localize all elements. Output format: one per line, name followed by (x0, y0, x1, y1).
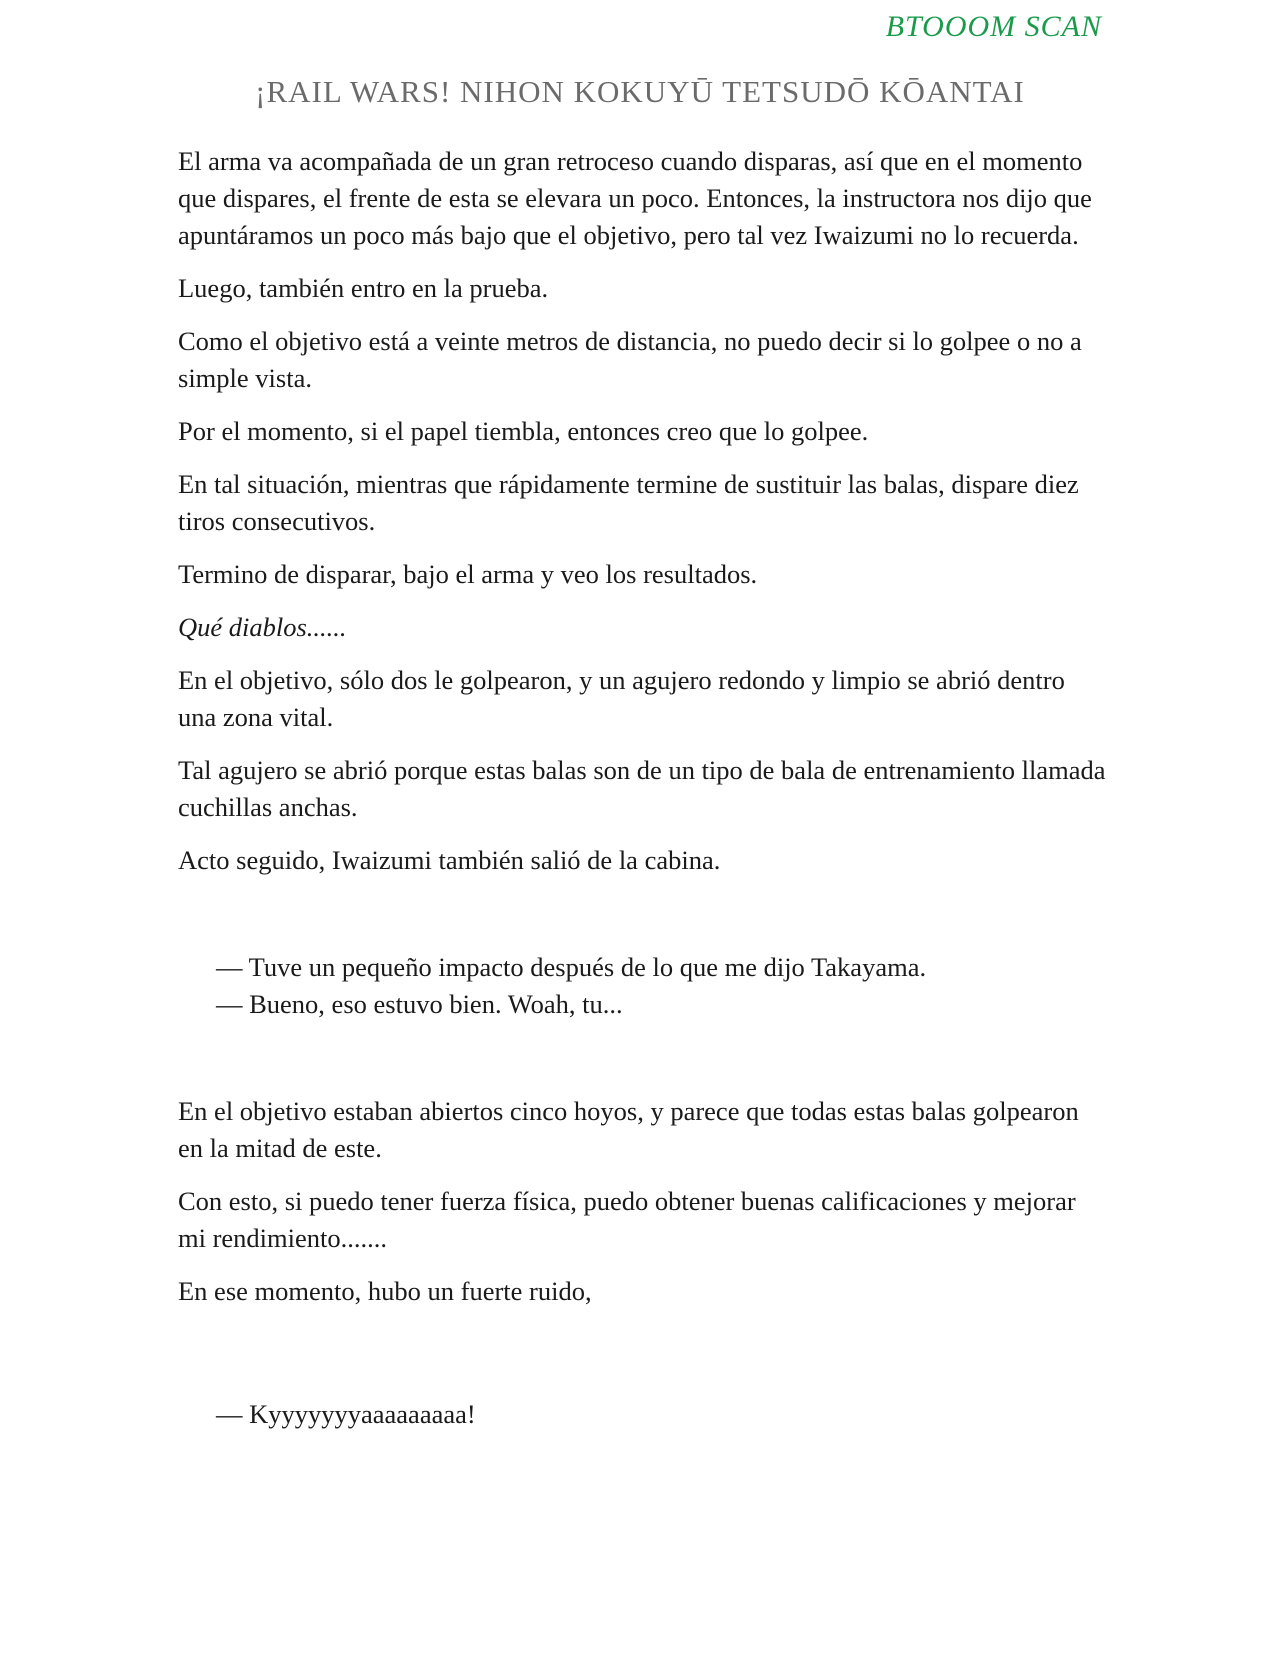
spacer (178, 1023, 1108, 1093)
scanlation-watermark: BTOOOM SCAN (885, 10, 1102, 43)
paragraph: Tal agujero se abrió porque estas balas son de un tipo de bala de entrenamiento llamada cuchillas anchas. (178, 755, 1106, 822)
paragraph: En tal situación, mientras que rápidamente termine de sustituir las balas, dispare diez tiros consecutivos. (178, 469, 1079, 536)
dialogue-block (178, 1396, 1108, 1433)
document-body (178, 143, 1108, 1433)
paragraph-italic: Qué diablos...... (178, 612, 347, 642)
page-header-title: ¡RAIL WARS! NIHON KOKUYŪ TETSUDŌ KŌANTAI (255, 74, 1025, 109)
paragraph: En el objetivo estaban abiertos cinco hoyos, y parece que todas estas balas golpearon en la mitad de este. (178, 1096, 1079, 1163)
paragraph: El arma va acompañada de un gran retroceso cuando disparas, así que en el momento que dispares, el frente de esta se elevara un poco. Entonces, la instructora nos dijo que apuntáramos un poco más bajo que el objetivo, pero tal vez Iwaizumi no lo recuerda. (178, 146, 1092, 250)
dialogue-block (178, 949, 1108, 1023)
paragraph: Termino de disparar, bajo el arma y veo los resultados. (178, 559, 758, 589)
paragraph: Por el momento, si el papel tiembla, entonces creo que lo golpee. (178, 416, 869, 446)
dialogue-line: — Tuve un pequeño impacto después de lo que me dijo Takayama. (216, 952, 927, 982)
paragraph: En ese momento, hubo un fuerte ruido, (178, 1276, 592, 1306)
paragraph: Acto seguido, Iwaizumi también salió de la cabina. (178, 845, 721, 875)
spacer (178, 895, 1108, 949)
paragraph: Luego, también entro en la prueba. (178, 273, 549, 303)
dialogue-line: — Bueno, eso estuvo bien. Woah, tu... (216, 989, 623, 1019)
spacer (178, 1326, 1108, 1396)
paragraph: En el objetivo, sólo dos le golpearon, y un agujero redondo y limpio se abrió dentro una zona vital. (178, 665, 1065, 732)
dialogue-line: — Kyyyyyyyaaaaaaaaa! (216, 1399, 476, 1429)
paragraph: Con esto, si puedo tener fuerza física, puedo obtener buenas calificaciones y mejorar mi rendimiento....... (178, 1186, 1076, 1253)
paragraph: Como el objetivo está a veinte metros de distancia, no puedo decir si lo golpee o no a simple vista. (178, 326, 1082, 393)
